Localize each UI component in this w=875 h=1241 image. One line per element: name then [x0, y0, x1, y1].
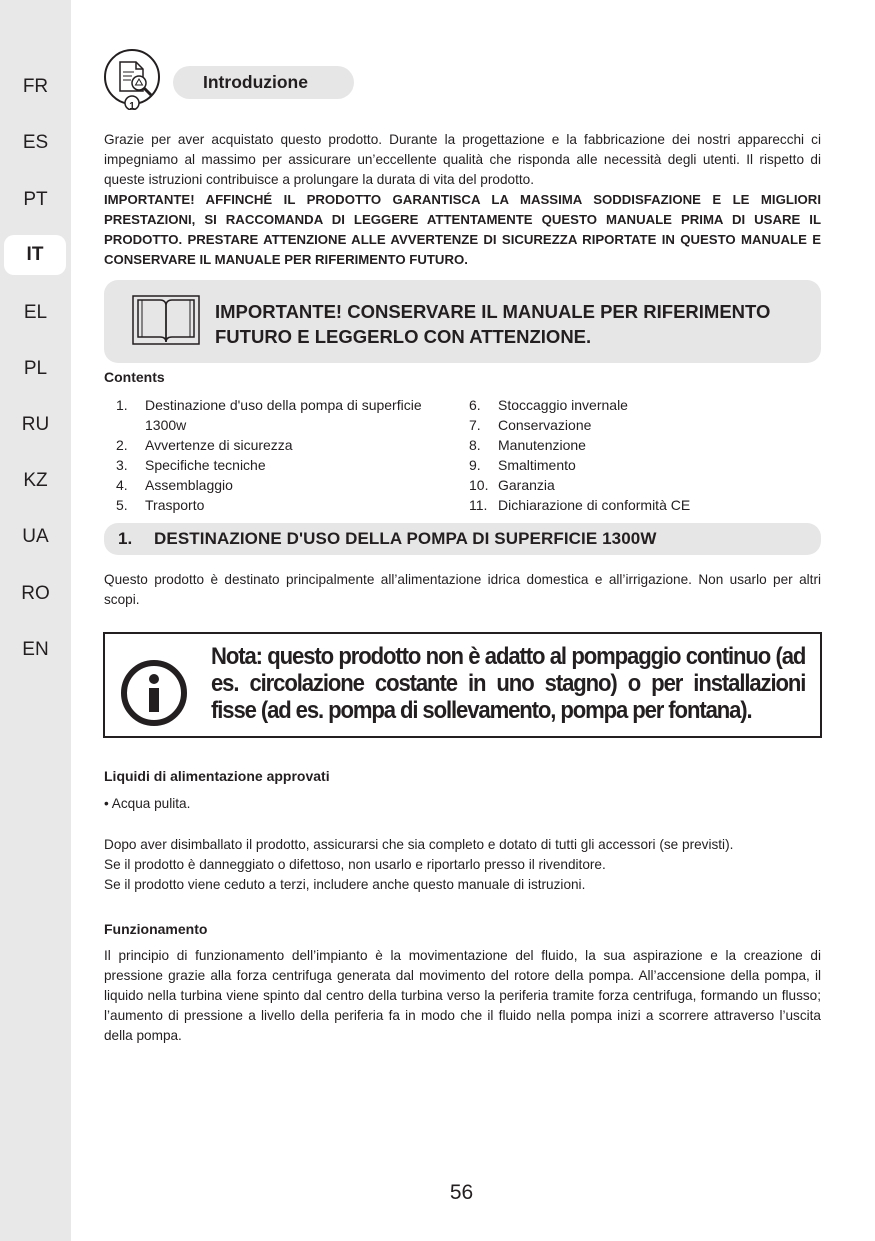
open-book-icon: [130, 292, 202, 348]
important-line-2: FUTURO E LEGGERLO CON ATTENZIONE.: [215, 326, 592, 347]
liquids-line-3: Se il prodotto viene ceduto a terzi, includere anche questo manuale di istruzioni.: [104, 877, 586, 892]
toc-number: 10.: [469, 477, 489, 493]
page-number: 56: [449, 1181, 474, 1204]
lang-it-active[interactable]: IT: [4, 235, 66, 275]
toc-number: 2.: [116, 437, 128, 453]
toc-text: Avvertenze di sicurezza: [145, 437, 293, 453]
toc-text: Manutenzione: [498, 437, 586, 453]
toc-text: Specifiche tecniche: [145, 457, 266, 473]
toc-number: 5.: [116, 497, 128, 513]
toc-number: 7.: [469, 417, 481, 433]
lang-el[interactable]: EL: [23, 302, 48, 323]
toc-text-continued: 1300w: [145, 417, 187, 433]
toc-text: Smaltimento: [498, 457, 576, 473]
note-text: Nota: questo prodotto non è adatto al pompaggio continuo (ad es. circolazione costante in uno stagno) o per installazioni fisse (ad es. pompa di sollevamento, pompa per fontana).: [211, 643, 806, 724]
toc-number: 11.: [469, 497, 488, 513]
intro-paragraph: Grazie per aver acquistato questo prodotto. Durante la progettazione e la fabbricazione dei nostri apparecchi ci impegniamo al massimo per assicurare un’eccellente qualità che risponda alle necessità degli utenti. Il rispetto di queste istruzioni contribuisce a prolungare la durata di vita del prodotto.: [104, 132, 821, 187]
toc-number: 8.: [469, 437, 481, 453]
toc-text: Dichiarazione di conformità CE: [498, 497, 691, 513]
info-icon: [120, 659, 188, 727]
lang-ua[interactable]: UA: [22, 526, 49, 547]
important-text: [215, 299, 805, 349]
lang-es[interactable]: ES: [22, 132, 49, 153]
liquids-line-1: Dopo aver disimballato il prodotto, assicurarsi che sia completo e dotato di tutti gli accessori (se previsti).: [104, 837, 734, 852]
toc-text: Destinazione d'uso della pompa di superficie: [145, 397, 422, 413]
toc-number: 4.: [116, 477, 128, 493]
section-title: [118, 529, 656, 549]
toc-text: Trasporto: [145, 497, 205, 513]
toc-text: Assemblaggio: [145, 477, 233, 493]
toc-number: 6.: [469, 397, 481, 413]
intro-warning: IMPORTANTE! AFFINCHÉ IL PRODOTTO GARANTISCA LA MASSIMA SODDISFAZIONE E LE MIGLIORI PRESTAZIONI, SI RACCOMANDA DI LEGGERE ATTENTAMENTE QUESTO MANUALE PRIMA DI USARE IL PRODOTTO. PRESTARE ATTENZIONE ALLE AVVERTENZE DI SICUREZZA RIPORTATE IN QUESTO MANUALE E CONSERVARE IL MANUALE PER RIFERIMENTO FUTURO.: [104, 192, 821, 267]
lang-ro[interactable]: RO: [21, 583, 50, 604]
lang-pt[interactable]: PT: [23, 189, 48, 210]
operation-paragraph: Il principio di funzionamento dell’impianto è la movimentazione del fluido, la sua aspirazione e la creazione di pressione grazie alla forza centrifuga generata dal movimento del rotore della pompa. All’accensione della pompa, il liquido nella turbina viene spinto dal centro della turbina verso la periferia tramite forza centrifuga, formando un flusso; l’aumento di pressione a livello della periferia fa in modo che il fluido nella pompa inizi a scorrere attraverso l’uscita della pompa.: [104, 948, 821, 1043]
liquids-line-2: Se il prodotto è danneggiato o difettoso, non usarlo e riportarlo presso il rivenditore.: [104, 857, 606, 872]
language-sidebar: [0, 0, 71, 1241]
liquids-bullet: • Acqua pulita.: [104, 796, 191, 811]
section-number: 1.: [118, 529, 133, 548]
toc-number: 3.: [116, 457, 128, 473]
important-line-1: IMPORTANTE! CONSERVARE IL MANUALE PER RIFERIMENTO: [215, 301, 771, 322]
toc-text: Stoccaggio invernale: [498, 397, 628, 413]
lang-pl[interactable]: PL: [23, 358, 48, 379]
toc-text: Garanzia: [498, 477, 555, 493]
lang-ru[interactable]: RU: [21, 414, 50, 435]
section-title-text: DESTINAZIONE D'USO DELLA POMPA DI SUPERFICIE 1300W: [154, 529, 657, 548]
section-paragraph: Questo prodotto è destinato principalmente all’alimentazione idrica domestica e all’irrigazione. Non usarlo per altri scopi.: [104, 572, 821, 607]
lang-fr[interactable]: FR: [22, 76, 49, 97]
toc-number: 9.: [469, 457, 481, 473]
lang-en[interactable]: EN: [22, 639, 49, 660]
toc-number: 1.: [116, 397, 128, 413]
toc-text: Conservazione: [498, 417, 592, 433]
intro-title: Introduzione: [173, 66, 354, 99]
operation-heading: Funzionamento: [104, 921, 208, 937]
intro-icon-number: 1: [129, 101, 135, 112]
contents-title: Contents: [104, 369, 165, 385]
lang-kz[interactable]: KZ: [23, 470, 48, 491]
liquids-heading: Liquidi di alimentazione approvati: [104, 768, 330, 784]
